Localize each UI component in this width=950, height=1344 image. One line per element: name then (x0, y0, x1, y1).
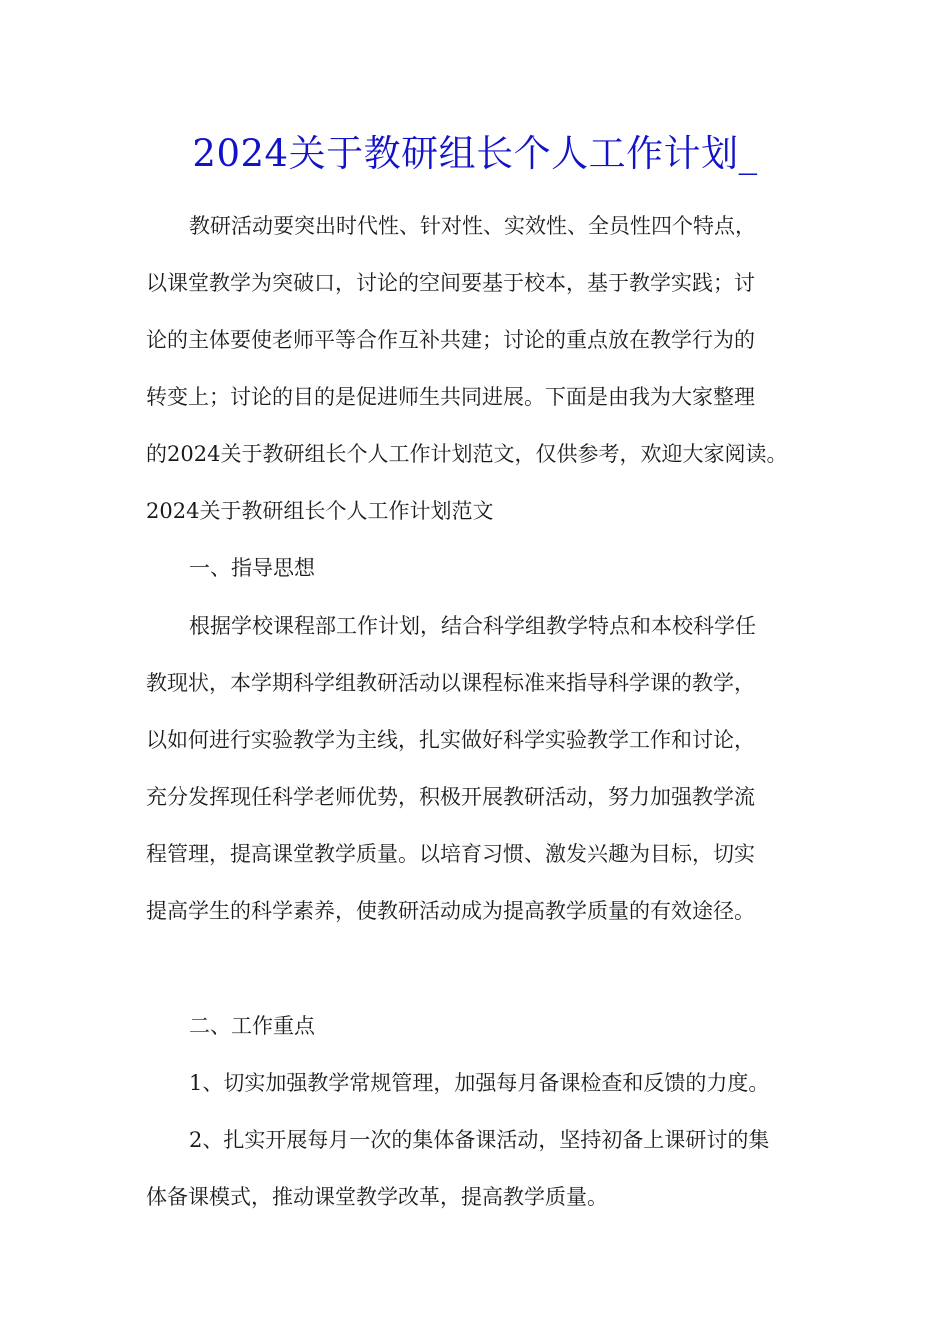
section1-line-4: 充分发挥现任科学老师优势，积极开展教研活动，努力加强教学流 (146, 785, 755, 809)
section-heading-guiding-ideology: 一、指导思想 (189, 556, 315, 580)
document-title: 2024关于教研组长个人工作计划_ (192, 132, 758, 175)
item-2-line-2: 体备课模式，推动课堂教学改革，提高教学质量。 (146, 1185, 608, 1209)
intro-line-1: 教研活动要突出时代性、针对性、实效性、全员性四个特点， (189, 214, 756, 238)
intro-line-2: 以课堂教学为突破口，讨论的空间要基于校本，基于教学实践；讨 (146, 271, 755, 295)
section1-line-2: 教现状，本学期科学组教研活动以课程标准来指导科学课的教学， (146, 671, 755, 695)
intro-line-4: 转变上；讨论的目的是促进师生共同进展。下面是由我为大家整理 (146, 385, 755, 409)
section-heading-work-focus: 二、工作重点 (189, 1014, 315, 1038)
intro-line-3: 论的主体要使老师平等合作互补共建；讨论的重点放在教学行为的 (146, 328, 755, 352)
intro-line-5: 的2024关于教研组长个人工作计划范文，仅供参考，欢迎大家阅读。 (146, 442, 788, 466)
section1-line-3: 以如何进行实验教学为主线，扎实做好科学实验教学工作和讨论， (146, 728, 755, 752)
section1-line-6: 提高学生的科学素养，使教研活动成为提高教学质量的有效途径。 (146, 899, 755, 923)
subtitle-line: 2024关于教研组长个人工作计划范文 (146, 499, 494, 523)
item-2-line-1: 2、扎实开展每月一次的集体备课活动，坚持初备上课研讨的集 (189, 1128, 770, 1152)
section1-line-5: 程管理，提高课堂教学质量。以培育习惯、激发兴趣为目标，切实 (146, 842, 755, 866)
section1-line-1: 根据学校课程部工作计划，结合科学组教学特点和本校科学任 (189, 614, 756, 638)
item-1-line-1: 1、切实加强教学常规管理，加强每月备课检查和反馈的力度。 (189, 1071, 770, 1095)
